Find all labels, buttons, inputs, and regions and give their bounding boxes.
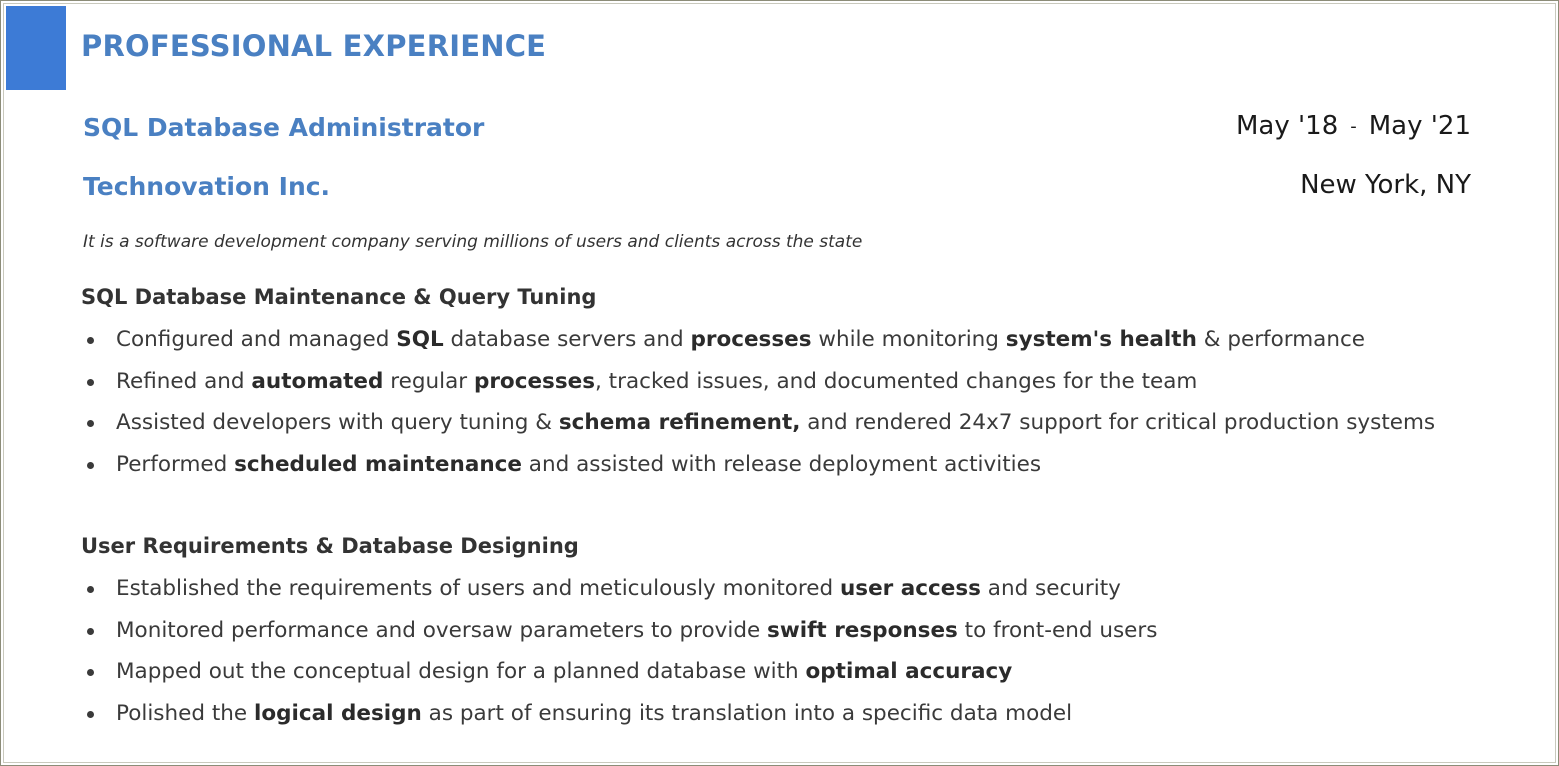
bullet-item: [81, 618, 1157, 660]
bullet-text: & performance: [1196, 327, 1366, 352]
group-heading-maintenance: SQL Database Maintenance & Query Tuning: [81, 285, 597, 309]
bullet-text: and security: [980, 576, 1121, 601]
bullet-text: regular: [383, 368, 474, 394]
job-title: SQL Database Administrator: [83, 113, 485, 142]
end-date: May '21: [1368, 111, 1471, 141]
bullet-bold-text: system's health: [1005, 327, 1197, 352]
bullet-text: while monitoring: [811, 327, 1006, 352]
bullet-bold-text: schema refinement,: [558, 410, 801, 435]
bullet-bold-text: processes: [473, 368, 596, 394]
bullet-item: [81, 452, 1435, 494]
start-date: May '18: [1236, 111, 1339, 141]
bullet-bold-text: swift responses: [767, 617, 958, 643]
bullet-bold-text: logical design: [253, 700, 422, 726]
bullet-text: Monitored performance and oversaw parameters to provide: [116, 617, 768, 643]
bullet-text: as part of ensuring its translation into a specific data model: [421, 700, 1073, 726]
bullet-bold-text: SQL: [396, 327, 444, 352]
company-description: It is a software development company serving millions of users and clients across the state: [83, 232, 863, 252]
bullet-text: , tracked issues, and documented changes for the team: [595, 368, 1198, 394]
bullet-text: Established the requirements of users and meticulously monitored: [116, 576, 840, 601]
bullet-list-requirements: [81, 576, 1157, 742]
bullet-bold-text: automated: [251, 368, 384, 394]
bullet-bold-text: user access: [839, 576, 981, 601]
employment-dates: [1236, 111, 1471, 141]
bullet-bold-text: processes: [690, 327, 812, 352]
bullet-item: [81, 369, 1435, 411]
bullet-text: Performed: [116, 451, 235, 477]
bullet-text: to front-end users: [957, 617, 1158, 643]
bullet-text: Mapped out the conceptual design for a planned database with: [116, 659, 806, 684]
bullet-text: Polished the: [116, 700, 254, 726]
bullet-item: [81, 701, 1157, 743]
bullet-item: [81, 327, 1435, 369]
group-heading-requirements: User Requirements & Database Designing: [81, 534, 579, 558]
bullet-item: [81, 659, 1157, 701]
bullet-text: and assisted with release deployment activities: [521, 451, 1042, 477]
bullet-text: Refined and: [116, 368, 252, 394]
job-location: New York, NY: [1300, 170, 1471, 200]
bullet-bold-text: scheduled maintenance: [234, 451, 522, 477]
bullet-item: [81, 576, 1157, 618]
section-title: PROFESSIONAL EXPERIENCE: [81, 29, 547, 63]
bullet-text: Assisted developers with query tuning &: [116, 410, 559, 435]
bullet-text: database servers and: [443, 327, 691, 352]
bullet-text: Configured and managed: [116, 327, 397, 352]
date-separator: -: [1350, 116, 1357, 137]
section-accent-block: [6, 6, 66, 90]
company-name: Technovation Inc.: [83, 172, 331, 201]
bullet-item: [81, 410, 1435, 452]
bullet-text: and rendered 24x7 support for critical production systems: [800, 410, 1436, 435]
bullet-list-maintenance: [81, 327, 1435, 493]
bullet-bold-text: optimal accuracy: [805, 659, 1013, 684]
